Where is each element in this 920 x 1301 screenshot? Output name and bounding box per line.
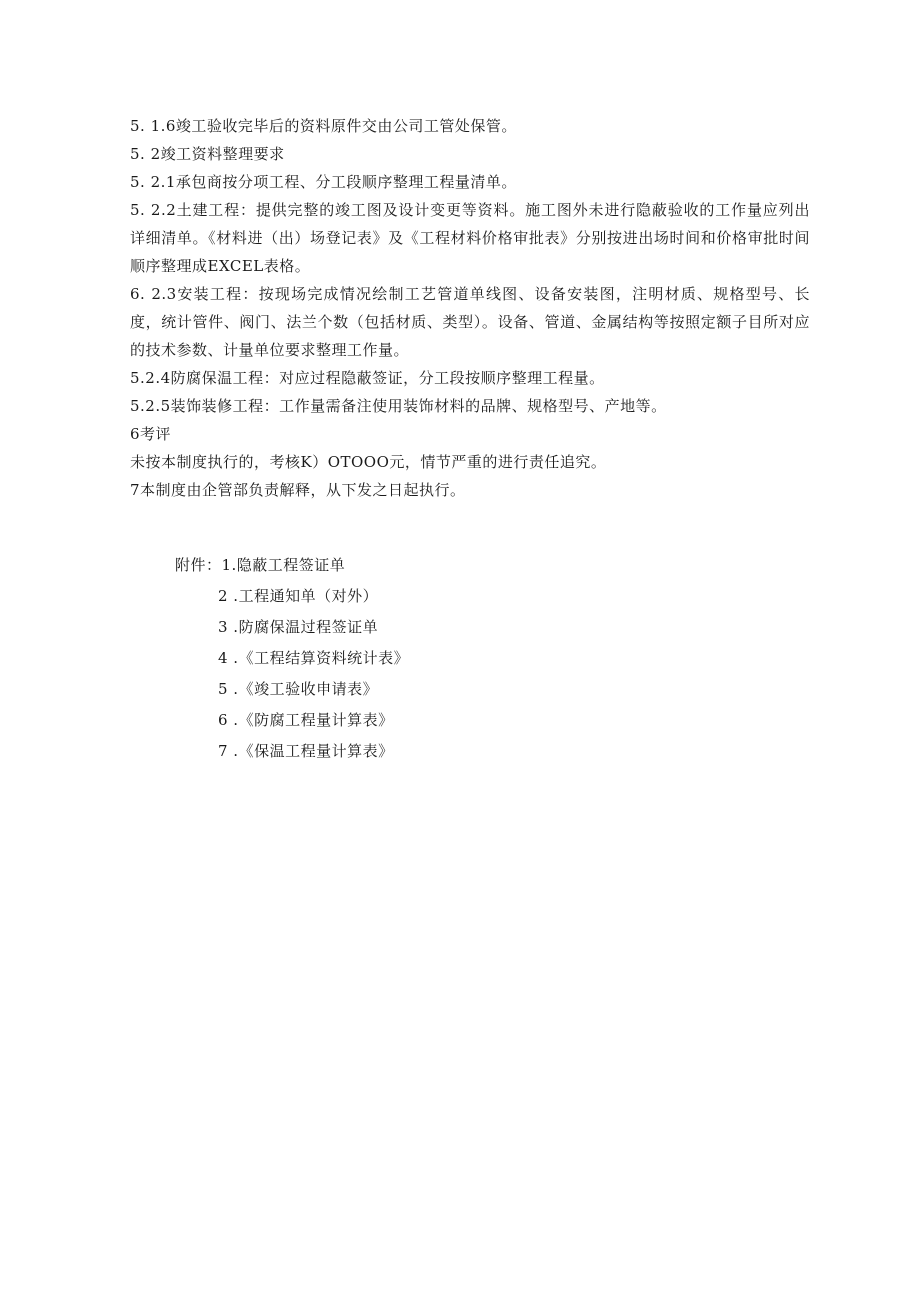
paragraph-5-2-2: 5. 2.2土建工程：提供完整的竣工图及设计变更等资料。施工图外未进行隐蔽验收的工作量应列出详细清单。《材料进（出）场登记表》及《工程材料价格审批表》分别按进出场时间和价格审批时间顺序整理成EXCEL表格。 — [130, 201, 810, 275]
attachments-heading: 附件：1.隐蔽工程签证单 — [175, 556, 346, 574]
section-heading-5-2: 5. 2竣工资料整理要求 — [130, 145, 285, 163]
attachment-item: 3 .防腐保温过程签证单 — [218, 618, 379, 636]
paragraph-5-2-4: 5.2.4防腐保温工程：对应过程隐蔽签证，分工段按顺序整理工程量。 — [130, 369, 605, 387]
attachment-item: 6 .《防腐工程量计算表》 — [218, 711, 394, 729]
attachment-item: 5 .《竣工验收申请表》 — [218, 680, 379, 698]
attachment-item: 2 .工程通知单（对外） — [218, 587, 379, 605]
paragraph-6-2-3: 6. 2.3安装工程：按现场完成情况绘制工艺管道单线图、设备安装图，注明材质、规格型号、长度，统计管件、阀门、法兰个数（包括材质、类型）。设备、管道、金属结构等按照定额子目所对应的技术参数、计量单位要求整理工作量。 — [130, 285, 810, 359]
attachments-list — [175, 550, 695, 767]
paragraph-5-1-6: 5. 1.6竣工验收完毕后的资料原件交由公司工管处保管。 — [130, 117, 517, 135]
section-heading-6: 6考评 — [130, 425, 172, 443]
paragraph-7: 7本制度由企管部负责解释，从下发之日起执行。 — [130, 481, 466, 499]
paragraph-5-2-5: 5.2.5装饰装修工程：工作量需备注使用装饰材料的品牌、规格型号、产地等。 — [130, 397, 667, 415]
attachment-item: 7 .《保温工程量计算表》 — [218, 742, 394, 760]
body-text — [130, 112, 810, 504]
paragraph-5-2-1: 5. 2.1承包商按分项工程、分工段顺序整理工程量清单。 — [130, 173, 517, 191]
attachment-item: 4 .《工程结算资料统计表》 — [218, 649, 410, 667]
paragraph-assessment: 未按本制度执行的，考核K）OTOOO元，情节严重的进行责任追究。 — [130, 453, 607, 471]
